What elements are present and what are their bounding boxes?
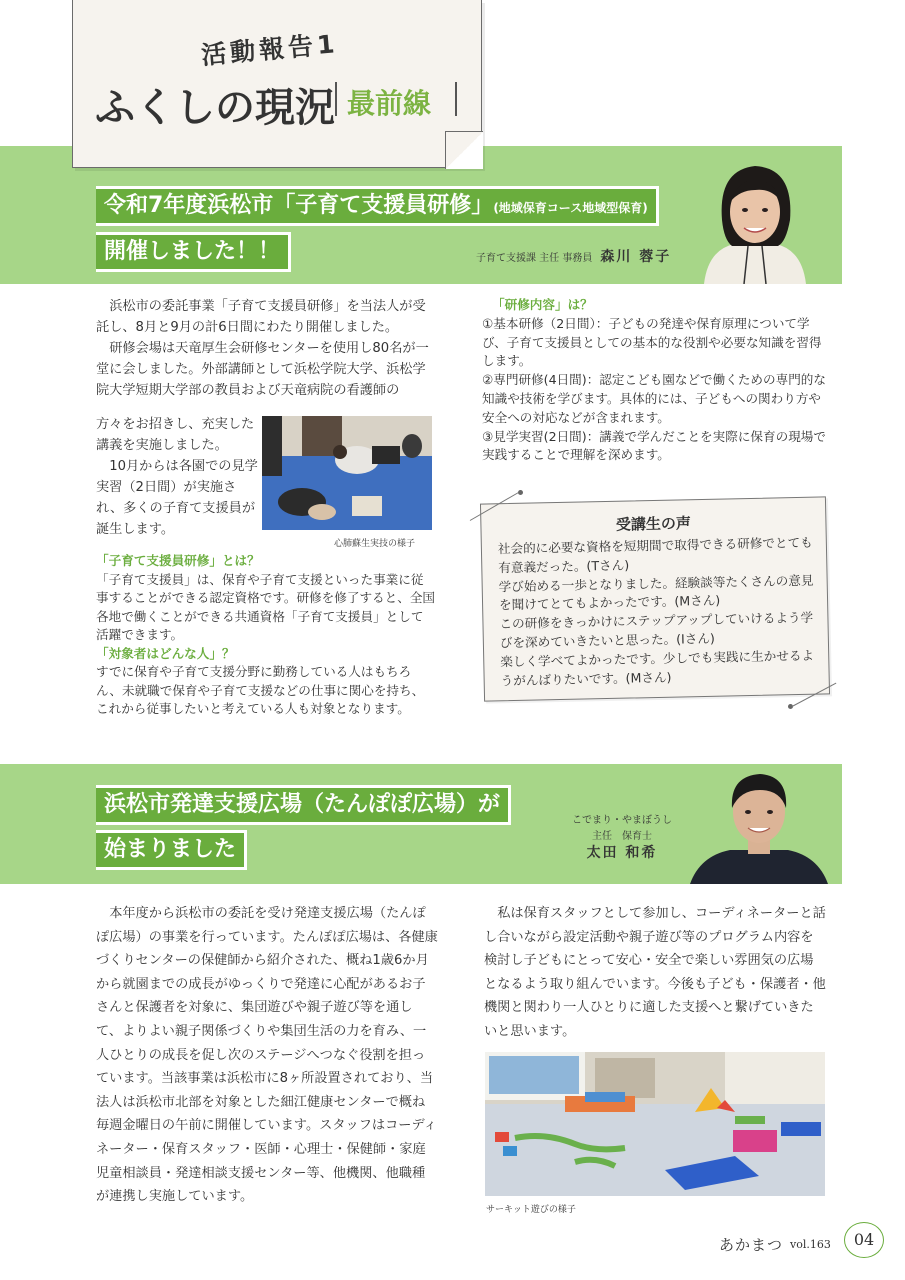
author-byline (560, 813, 684, 861)
photo-caption: サーキット遊びの様子 (486, 1205, 576, 1215)
headline: 浜松市発達支援広場（たんぽぽ広場）が (96, 785, 511, 825)
volume-number: vol.163 (790, 1238, 831, 1251)
author-role: 子育て支援課 主任 事務員 (476, 253, 593, 264)
voice-item: 楽しく学べてよかったです。少しでも実践に生かせるようがんばりたいです。(Mさん) (500, 647, 815, 688)
faq-question: 「研修内容」は？ (492, 297, 593, 312)
content-item: ②専門研修(4日間)：認定こども園などで働くための専門的な知識や技術を学びます。具体的には、子どもへの関わり方や安全への対応などが含まれます。 (482, 372, 826, 425)
faq-answer: 「子育て支援員」は、保育や子育て支援といった事業に従事することができる認定資格です。研修を修了すると、全国各地で働くことができる共通資格「子育て支援員」として活躍できます。 (96, 571, 436, 642)
training-photo (262, 416, 432, 530)
headline-text: 令和7年度浜松市「子育て支援員研修」 (104, 193, 494, 218)
section-title-card (72, 0, 482, 168)
article-body (484, 902, 826, 1044)
voice-item: 学び始める一歩となりました。経験談等たくさんの意見を聞けてとてもよかったです。(Mさん) (498, 572, 814, 613)
headline (96, 186, 659, 226)
author-name: 森川 蓉子 (600, 249, 672, 265)
headline-line-2: 始まりました (96, 830, 247, 870)
author-name: 太田 和希 (586, 845, 658, 861)
author-photo (690, 764, 828, 884)
title-divider (455, 82, 457, 116)
participant-voices-box (480, 496, 830, 701)
content-item: ①基本研修（2日間）：子どもの発達や保育原理について学び、子育て支援員としての基本的な役割や必要な知識を習得します。 (482, 315, 822, 369)
section-tag: 最前線 (347, 87, 432, 120)
paragraph: 方々をお招きし、充実した講義を実施しました。 (96, 417, 255, 453)
training-content (482, 296, 826, 465)
faq-question: 「子育て支援員研修」とは？ (96, 553, 260, 568)
page-number: 04 (844, 1222, 884, 1258)
article-body (96, 902, 438, 1209)
faq-question: 「対象者はどんな人」？ (96, 645, 235, 661)
article-body (96, 296, 436, 401)
paragraph: 私は保育スタッフとして参加し、コーディネーターと話し合いながら設定活動や親子遊び等のプログラム内容を検討し子どもにとって安心・安全で楽しい雰囲気の広場となるよう取り組んでいます。今後も子ども・保護者・他機関と関わり一人ひとりに適した支援へと繋げていきたいと思います。 (484, 906, 826, 1039)
paragraph: 10月からは各園での見学実習（2日間）が実施され、多くの子育て支援員が誕生します。 (96, 459, 258, 537)
photo-caption: 心肺蘇生実技の様子 (334, 539, 416, 549)
content-item: ③見学実習(2日間)：講義で学んだことを実際に保育の現場で実践することで理解を深めます。 (482, 428, 826, 463)
publication-name: あかまつ (719, 1236, 784, 1254)
voice-item: この研修をきっかけにステップアップしていけるよう学びを深めていきたいと思った。(Iさん) (499, 609, 814, 651)
section-title: ふくしの現況 (95, 84, 335, 131)
author-photo (694, 150, 816, 284)
article-body-wrap (96, 414, 260, 540)
headline-line-2: 開催しました！！ (96, 232, 291, 272)
faq-block (96, 552, 436, 719)
title-divider (335, 82, 337, 116)
paragraph: 本年度から浜松市の委託を受け発達支援広場（たんぽぽ広場）の事業を行っています。たんぽぽ広場は、各健康づくりセンターの保健師から紹介された、概ね1歳6か月から就園までの成長がゆっくりで発達に心配があるお子さんと保護者を対象に、集団遊びや親子遊び等を通して、よりよい親子関係づくりや集団生活の力を育み、一人ひとりの成長を促し次のステージへつなぐ役割を担っています。当該事業は浜松市に8ヶ所設置されており、当法人は浜松市北部を対象とした細江健康センターで概ね毎週金曜日の午前に開催しています。スタッフはコーディネーター・保育スタッフ・医師・心理士・保健師・家庭児童相談員・発達相談支援センター等、他機関、他職種が連携し実施しています。 (96, 906, 438, 1205)
headline-subtext: (地域保育コース地域型保育) (493, 201, 648, 215)
voices-title: 受講生の声 (615, 514, 692, 534)
voices-list (498, 534, 819, 691)
voice-item: 社会的に必要な資格を短期間で取得できる研修でとても有意義だった。(Tさん) (497, 534, 813, 576)
playroom-photo (485, 1052, 825, 1196)
author-byline (476, 246, 671, 266)
faq-answer: すでに保育や子育て支援分野に勤務している人はもちろん、未就職で保育や子育て支援などの仕事に関心を持ち、これから従事したいと考えている人も対象となります。 (96, 664, 425, 716)
paragraph: 研修会場は天竜厚生会研修センターを使用し80名が一堂に会しました。外部講師として浜松学院大学、浜松学院大学短期大学部の教員および天竜病院の看護師の (96, 341, 429, 398)
author-unit: こでまり・やまぼうし (572, 815, 672, 826)
section-kicker: 活動報告1 (200, 29, 340, 70)
folded-corner (445, 131, 483, 169)
author-role: 主任 保育士 (592, 831, 652, 842)
paragraph: 浜松市の委託事業「子育て支援員研修」を当法人が受託し、8月と9月の計6日間にわたり開催しました。 (96, 299, 426, 335)
